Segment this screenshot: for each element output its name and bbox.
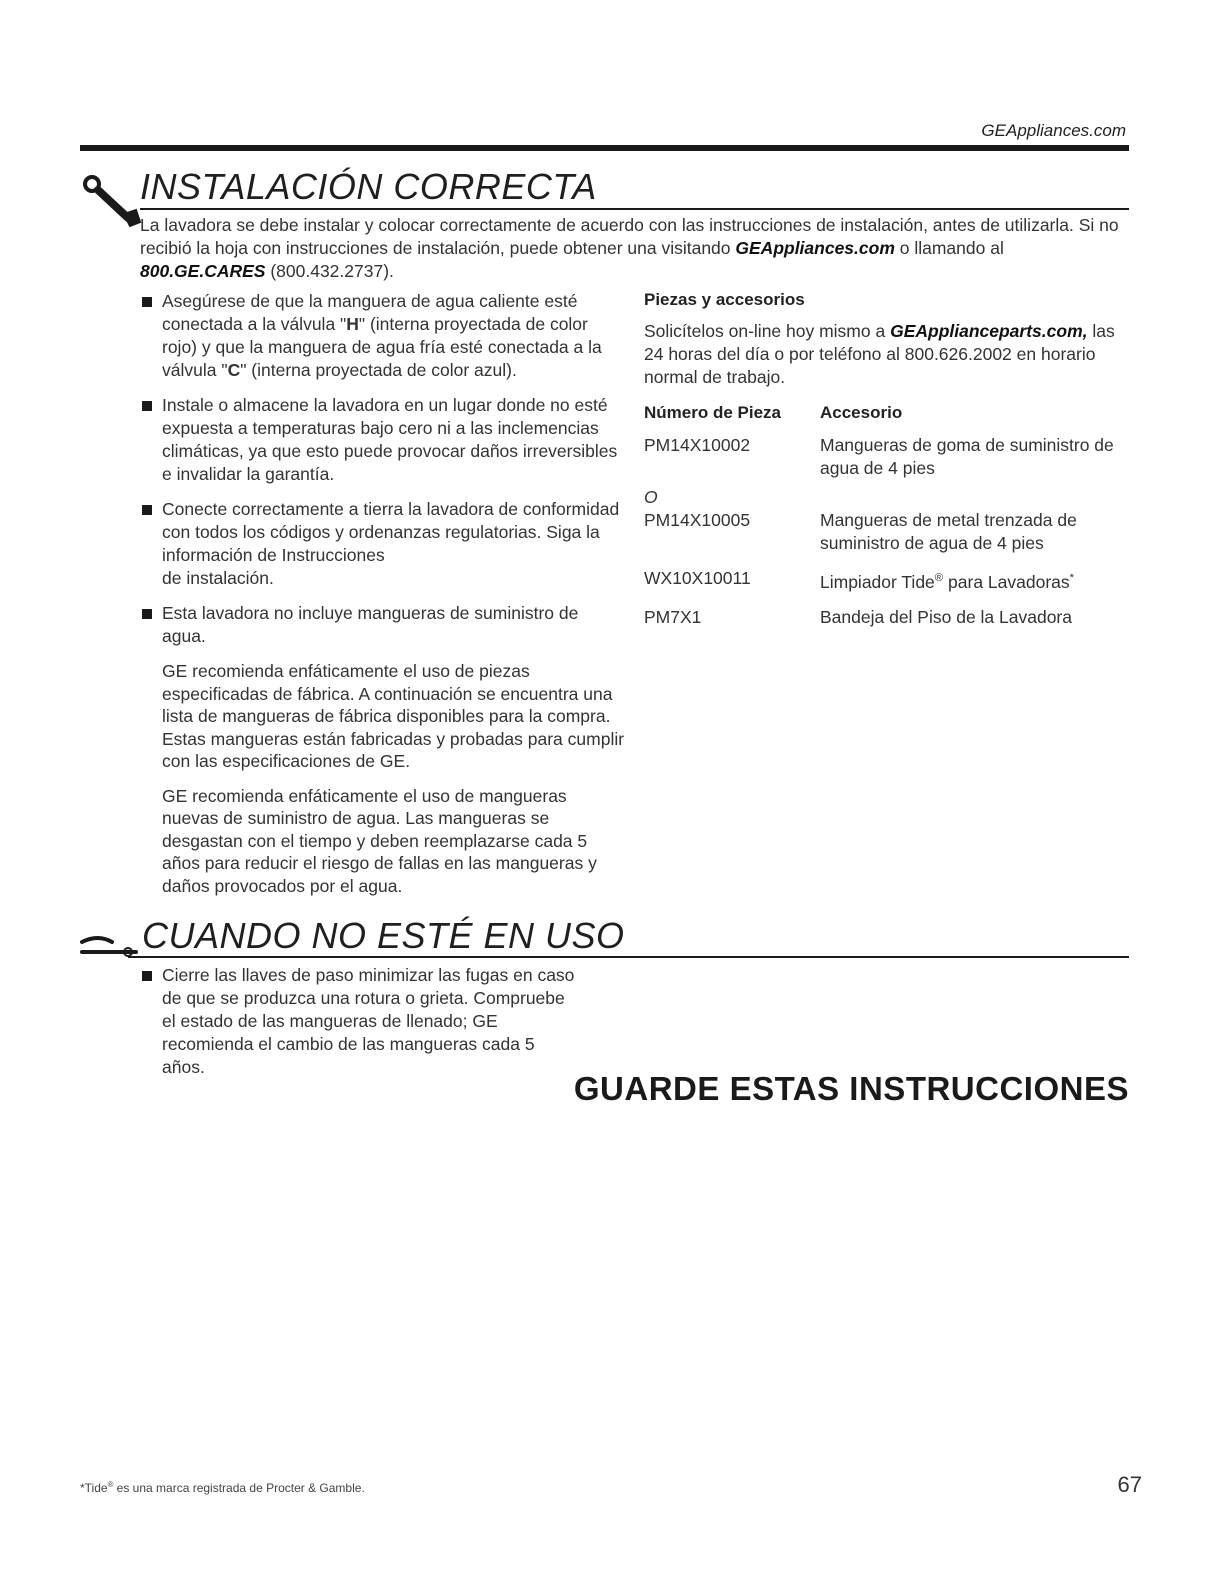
paragraph: GE recomienda enfáticamente el uso de mangueras nuevas de suministro de agua. Las mangueras se desgastan con el tiempo y deben reemplazarse cada 5 años para reducir el riesgo de fallas en las mangueras y daños provocados por el agua. [162, 785, 597, 896]
table-row [644, 606, 1124, 629]
install-intro [140, 214, 1130, 283]
section-rule [140, 208, 1129, 210]
parts-heading: Piezas y accesorios [644, 290, 805, 309]
intro-text: (800.432.2737). [265, 261, 394, 281]
section-rule [128, 956, 1129, 958]
column-header: Número de Pieza [644, 403, 781, 422]
paragraph: GE recomienda enfáticamente el uso de piezas especificadas de fábrica. A continuación se encuentra una lista de mangueras de fábrica disponibles para la compra. Estas mangueras están fabricadas y probadas para cumplir con las especificaciones de GE. [162, 661, 625, 771]
table-row [644, 486, 1124, 509]
intro-text: o llamando al [894, 238, 1004, 258]
intro-phone: 800.GE.CARES [140, 261, 266, 281]
save-instructions: GUARDE ESTAS INSTRUCCIONES [573, 1070, 1129, 1107]
table-row [644, 567, 1124, 594]
accessory: Bandeja del Piso de la Lavadora [820, 606, 1072, 627]
bullet-icon [142, 401, 152, 411]
page-number: 67 [1117, 1472, 1142, 1497]
table-row [644, 509, 1124, 555]
part-number: WX10X10011 [644, 568, 751, 588]
parts-section [644, 290, 1124, 629]
accessory: Mangueras de metal trenzada de suministro de agua de 4 pies [820, 510, 1077, 553]
header-rule [80, 145, 1129, 151]
list-item: Asegúrese de que la manguera de agua caliente esté conectada a la válvula "H" (interna proyectada de color rojo) y que la manguera de agua fría esté conectada a la válvula "C" (interna proyectada de color azul). [140, 290, 625, 382]
section-title-not-in-use: CUANDO NO ESTÉ EN USO [142, 915, 625, 956]
part-number: PM14X10002 [644, 435, 751, 455]
list-item: Esta lavadora no incluye mangueras de suministro de agua. [140, 602, 625, 648]
bullet-icon [142, 297, 152, 307]
bullet-icon [142, 971, 152, 981]
intro-link[interactable]: GEAppliances.com [735, 238, 895, 258]
or-label: O [644, 487, 658, 507]
table-row [644, 434, 1124, 480]
site-url: GEAppliances.com [981, 121, 1126, 140]
footnote: *Tide® es una marca registrada de Procter & Gamble. [80, 1480, 365, 1495]
not-in-use-list [140, 964, 580, 1091]
list-item: Instale o almacene la lavadora en un lugar donde no esté expuesta a temperaturas bajo cero ni a las inclemencias climáticas, ya que esto puede provocar daños irreversibles e invalidar la garantía. [140, 394, 625, 486]
parts-text: Solicítelos on-line hoy mismo a GEApplianceparts.com, las 24 horas del día o por teléfono al 800.626.2002 en horario normal de trabajo. [644, 321, 1115, 387]
section-title-installation: INSTALACIÓN CORRECTA [140, 166, 597, 207]
bullet-icon [142, 505, 152, 515]
list-item: Conecte correctamente a tierra la lavadora de conformidad con todos los códigos y ordenanzas regulatorias. Siga la información de Instrucciones de instalación. [140, 498, 625, 590]
bullet-icon [142, 609, 152, 619]
table-header [644, 401, 1124, 424]
column-header: Accesorio [820, 403, 903, 422]
faucet-icon [78, 928, 142, 968]
list-item: Cierre las llaves de paso minimizar las fugas en caso de que se produzca una rotura o grieta. Compruebe el estado de las mangueras de llenado; GE recomienda el cambio de las mangueras cada 5 años. [140, 964, 580, 1079]
accessory: Limpiador Tide® para Lavadoras* [820, 571, 1075, 592]
parts-table [644, 401, 1124, 629]
intro-text: La lavadora se debe instalar y colocar correctamente de acuerdo con las instrucciones de instalación, antes de utilizarla. Si no recibió la hoja con instrucciones de instalación, puede obtener una visitando [140, 215, 1119, 258]
part-number: PM7X1 [644, 606, 702, 627]
part-number: PM14X10005 [644, 510, 751, 530]
accessory: Mangueras de goma de suministro de agua de 4 pies [820, 435, 1114, 478]
parts-link[interactable]: GEApplianceparts.com, [890, 321, 1088, 341]
install-list [140, 290, 625, 909]
